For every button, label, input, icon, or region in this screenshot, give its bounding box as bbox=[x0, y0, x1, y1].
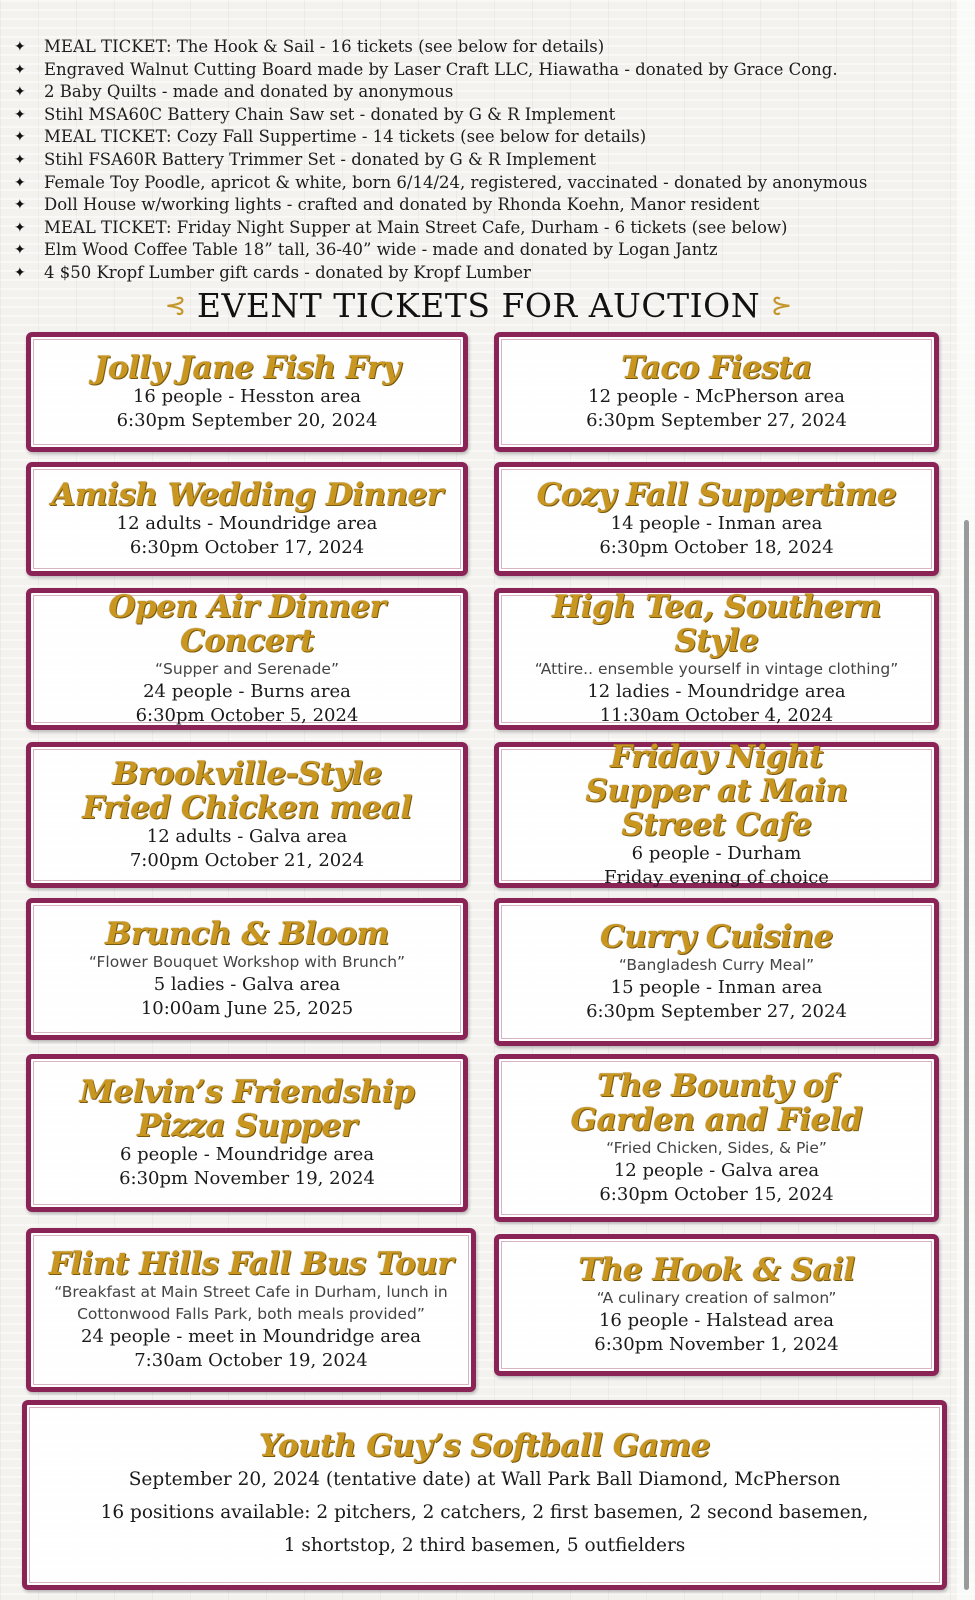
star-bullet-icon: ✦ bbox=[14, 61, 26, 78]
star-bullet-icon: ✦ bbox=[14, 264, 26, 281]
event-detail: 6 people - Durham bbox=[631, 843, 802, 864]
event-tagline: “A culinary creation of salmon” bbox=[596, 1289, 837, 1307]
event-tagline: “Breakfast at Main Street Cafe in Durham, lunch in Cottonwood Falls Park, both meals provided” bbox=[54, 1283, 448, 1323]
list-item bbox=[14, 81, 944, 104]
event-title: Cozy Fall Suppertime bbox=[536, 477, 897, 513]
ornament-right-icon: ⊰ bbox=[770, 291, 793, 321]
event-detail: 6 people - Moundridge area bbox=[119, 1144, 375, 1165]
donation-text: Engraved Walnut Cutting Board made by Laser Craft LLC, Hiawatha - donated by Grace Cong. bbox=[44, 59, 838, 79]
event-tagline: “Bangladesh Curry Meal” bbox=[618, 956, 815, 974]
event-title: Melvin’s Friendship Pizza Supper bbox=[79, 1074, 415, 1144]
event-detail: 6:30pm October 5, 2024 bbox=[135, 705, 359, 726]
event-title: Amish Wedding Dinner bbox=[51, 477, 443, 513]
star-bullet-icon: ✦ bbox=[14, 129, 26, 146]
star-bullet-icon: ✦ bbox=[14, 106, 26, 123]
event-detail: 16 people - Hesston area bbox=[132, 386, 362, 407]
donation-text: Stihl MSA60C Battery Chain Saw set - donated by G & R Implement bbox=[44, 104, 616, 124]
event-card-amish-wedding-dinner bbox=[26, 462, 468, 576]
list-item bbox=[14, 172, 944, 195]
event-detail: 6:30pm November 1, 2024 bbox=[594, 1334, 839, 1355]
event-detail: 24 people - Burns area bbox=[143, 681, 351, 702]
scrollbar[interactable] bbox=[957, 0, 975, 1600]
donation-text: MEAL TICKET: Friday Night Supper at Main Street Cafe, Durham - 6 tickets (see below) bbox=[44, 217, 788, 237]
star-bullet-icon: ✦ bbox=[14, 151, 26, 168]
event-tagline: “Flower Bouquet Workshop with Brunch” bbox=[88, 953, 406, 971]
event-title: The Bounty of Garden and Field bbox=[570, 1068, 863, 1138]
donation-text: MEAL TICKET: The Hook & Sail - 16 tickets (see below for details) bbox=[44, 37, 605, 56]
star-bullet-icon: ✦ bbox=[14, 197, 26, 214]
star-bullet-icon: ✦ bbox=[14, 174, 26, 191]
list-item bbox=[14, 126, 944, 149]
event-detail: 5 ladies - Galva area bbox=[153, 974, 341, 995]
list-item bbox=[14, 149, 944, 172]
star-bullet-icon: ✦ bbox=[14, 242, 26, 259]
event-title: Brookville-Style Fried Chicken meal bbox=[82, 756, 412, 826]
star-bullet-icon: ✦ bbox=[14, 219, 26, 236]
event-detail: 14 people - Inman area bbox=[610, 513, 823, 534]
event-detail: 6:30pm September 27, 2024 bbox=[586, 1001, 847, 1022]
donation-text: 4 $50 Kropf Lumber gift cards - donated by Kropf Lumber bbox=[44, 262, 531, 282]
list-item bbox=[14, 194, 944, 217]
star-bullet-icon: ✦ bbox=[14, 39, 26, 55]
event-detail: 11:30am October 4, 2024 bbox=[599, 705, 834, 726]
event-detail: September 20, 2024 (tentative date) at Wall Park Ball Diamond, McPherson bbox=[128, 1468, 841, 1490]
event-detail: Friday evening of choice bbox=[604, 867, 829, 888]
event-card-high-tea-southern-style bbox=[494, 588, 939, 730]
event-tagline: “Attire.. ensemble yourself in vintage clothing” bbox=[534, 660, 899, 678]
event-detail: 12 ladies - Moundridge area bbox=[587, 681, 846, 702]
event-detail: 12 adults - Moundridge area bbox=[116, 513, 378, 534]
list-item bbox=[14, 217, 944, 240]
event-detail: 15 people - Inman area bbox=[610, 977, 823, 998]
star-bullet-icon: ✦ bbox=[14, 84, 26, 101]
event-detail: 6:30pm November 19, 2024 bbox=[119, 1168, 375, 1189]
event-card-friday-night-supper bbox=[494, 739, 939, 888]
event-card-curry-cuisine bbox=[494, 898, 939, 1046]
event-title: Youth Guy’s Softball Game bbox=[259, 1427, 710, 1464]
event-tagline: “Supper and Serenade” bbox=[155, 660, 339, 678]
event-detail: 12 people - Galva area bbox=[613, 1160, 820, 1181]
donation-text: Stihl FSA60R Battery Trimmer Set - donated by G & R Implement bbox=[44, 149, 597, 169]
event-detail: 16 positions available: 2 pitchers, 2 catchers, 2 first basemen, 2 second basemen, bbox=[100, 1501, 869, 1523]
heading-text: EVENT TICKETS FOR AUCTION bbox=[196, 286, 761, 325]
event-detail: 6:30pm October 18, 2024 bbox=[599, 537, 834, 558]
list-item bbox=[14, 262, 944, 285]
event-detail: 16 people - Halstead area bbox=[598, 1310, 835, 1331]
section-heading bbox=[0, 286, 957, 325]
donation-text: Elm Wood Coffee Table 18” tall, 36-40” wide - made and donated by Logan Jantz bbox=[44, 240, 718, 260]
event-title: Open Air Dinner Concert bbox=[108, 589, 386, 659]
list-item bbox=[14, 104, 944, 127]
donation-text: Female Toy Poodle, apricot & white, born 6/14/24, registered, vaccinated - donated by anonymous bbox=[44, 172, 868, 192]
donation-text: 2 Baby Quilts - made and donated by anonymous bbox=[44, 82, 454, 102]
event-title: High Tea, Southern Style bbox=[551, 589, 882, 659]
event-detail: 12 people - McPherson area bbox=[588, 386, 845, 407]
event-title: Taco Fiesta bbox=[621, 350, 812, 386]
event-detail: 7:00pm October 21, 2024 bbox=[129, 850, 365, 871]
event-detail: 10:00am June 25, 2025 bbox=[140, 998, 354, 1019]
donation-list bbox=[14, 36, 944, 285]
event-card-flint-hills-bus-tour bbox=[26, 1228, 476, 1392]
event-title: Friday Night Supper at Main Street Cafe bbox=[585, 739, 848, 843]
event-detail: 7:30am October 19, 2024 bbox=[134, 1350, 368, 1371]
event-detail: 24 people - meet in Moundridge area bbox=[81, 1326, 421, 1347]
event-title: The Hook & Sail bbox=[578, 1252, 855, 1288]
event-card-brunch-and-bloom bbox=[26, 898, 468, 1040]
event-card-youth-softball-game bbox=[22, 1400, 947, 1590]
event-detail: 6:30pm September 20, 2024 bbox=[116, 410, 378, 431]
event-title: Jolly Jane Fish Fry bbox=[93, 350, 401, 386]
event-card-open-air-dinner-concert bbox=[26, 588, 468, 730]
event-detail: 6:30pm September 27, 2024 bbox=[586, 410, 847, 431]
event-title: Curry Cuisine bbox=[600, 919, 833, 955]
event-detail: 6:30pm October 17, 2024 bbox=[129, 537, 365, 558]
event-card-bounty-of-garden-and-field bbox=[494, 1054, 939, 1222]
event-detail: 1 shortstop, 2 third basemen, 5 outfielders bbox=[283, 1534, 686, 1556]
event-card-hook-and-sail bbox=[494, 1234, 939, 1376]
scrollbar-thumb[interactable] bbox=[964, 520, 969, 1590]
event-card-taco-fiesta bbox=[494, 332, 939, 452]
event-title: Brunch & Bloom bbox=[105, 916, 389, 952]
event-tagline: “Fried Chicken, Sides, & Pie” bbox=[606, 1139, 827, 1157]
event-detail: 6:30pm October 15, 2024 bbox=[599, 1184, 834, 1205]
event-card-melvins-pizza-supper bbox=[26, 1054, 468, 1212]
event-detail: 12 adults - Galva area bbox=[146, 826, 348, 847]
event-card-brookville-fried-chicken bbox=[26, 742, 468, 888]
ornament-left-icon: ⊰ bbox=[164, 291, 187, 321]
event-title: Flint Hills Fall Bus Tour bbox=[48, 1246, 454, 1282]
event-card-cozy-fall-suppertime bbox=[494, 462, 939, 576]
list-item bbox=[14, 36, 944, 59]
donation-text: MEAL TICKET: Cozy Fall Suppertime - 14 tickets (see below for details) bbox=[44, 127, 647, 147]
donation-text: Doll House w/working lights - crafted and donated by Rhonda Koehn, Manor resident bbox=[44, 195, 760, 215]
list-item bbox=[14, 59, 944, 82]
event-card-jolly-jane-fish-fry bbox=[26, 332, 468, 452]
list-item bbox=[14, 239, 944, 262]
